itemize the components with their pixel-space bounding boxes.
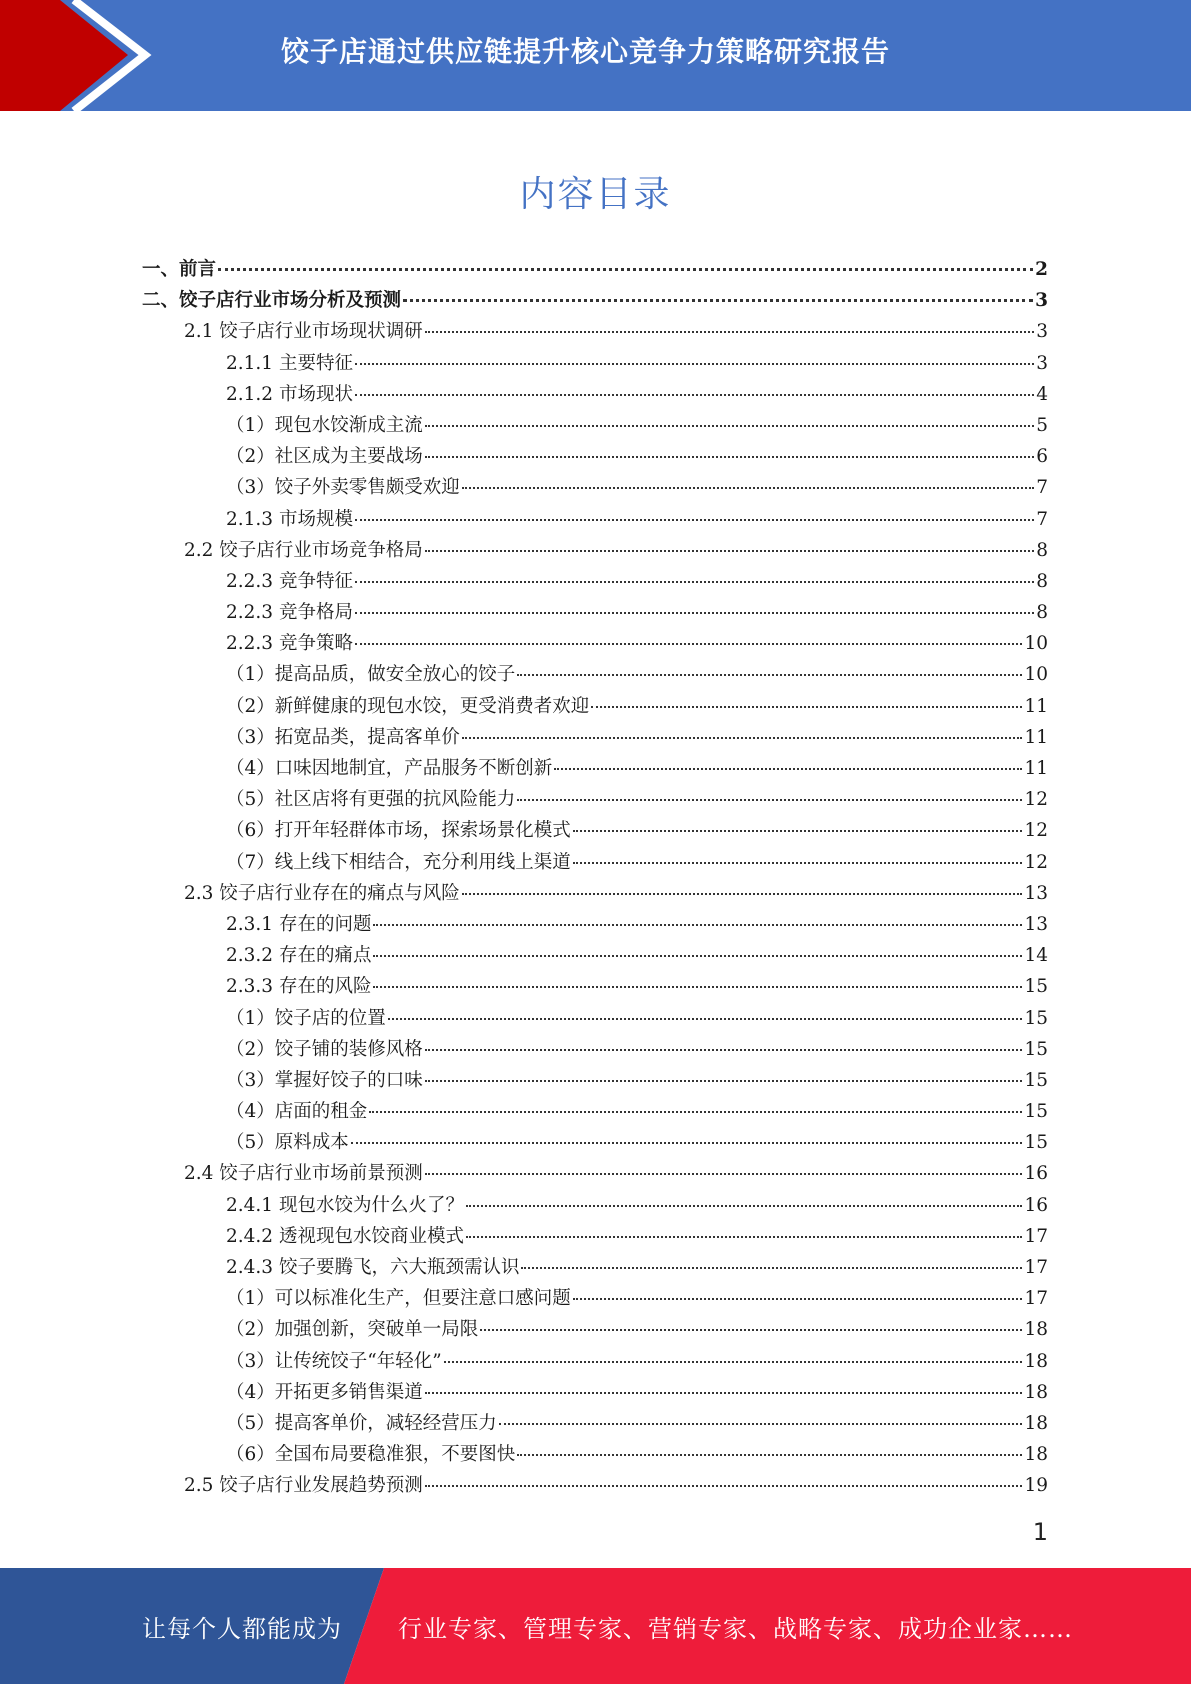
- toc-dot-leader: [444, 1360, 1023, 1363]
- toc-entry-page: 12: [1024, 851, 1048, 873]
- toc-entry[interactable]: [142, 1470, 1048, 1501]
- toc-entry[interactable]: [142, 847, 1048, 878]
- toc-dot-leader: [388, 1017, 1023, 1020]
- footer-slogan-right: 行业专家、管理专家、营销专家、战略专家、成功企业家……: [398, 1614, 1073, 1643]
- page-header: [0, 0, 1191, 111]
- toc-dot-leader: [355, 393, 1034, 396]
- toc-dot-leader: [369, 1110, 1022, 1113]
- footer-slogan-left: 让每个人都能成为: [142, 1614, 342, 1643]
- toc-heading: 内容目录: [519, 174, 672, 215]
- toc-entry-page: 3: [1036, 321, 1048, 343]
- toc-entry-page: 17: [1024, 1257, 1048, 1278]
- toc-entry-page: 7: [1036, 508, 1048, 530]
- toc-dot-leader: [425, 1079, 1023, 1082]
- toc-entry-label: （3）掌握好饺子的口味: [226, 1069, 423, 1091]
- toc-entry[interactable]: [142, 1003, 1048, 1034]
- toc-entry-label: （6）全国布局要稳准狠，不要图快: [226, 1444, 516, 1466]
- toc-dot-leader: [462, 486, 1034, 489]
- toc-entry-label: 2.4.2 透视现包水饺商业模式: [226, 1225, 464, 1247]
- toc-dot-leader: [355, 611, 1034, 614]
- toc-dot-leader: [462, 892, 1023, 895]
- toc-entry-label: 2.3.1 存在的问题: [226, 913, 372, 935]
- toc-entry-page: 18: [1024, 1319, 1048, 1341]
- toc-entry[interactable]: [142, 1190, 1048, 1221]
- toc-entry-label: 2.2.3 竞争策略: [226, 633, 353, 655]
- toc-entry-label: 2.2.3 竞争格局: [226, 602, 353, 624]
- toc-dot-leader: [218, 267, 1033, 271]
- toc-entry-page: 18: [1024, 1412, 1048, 1434]
- toc-entry[interactable]: [142, 441, 1048, 472]
- toc-entry[interactable]: [142, 597, 1048, 628]
- toc-entry[interactable]: [142, 1034, 1048, 1065]
- toc-entry-label: （1）饺子店的位置: [226, 1007, 386, 1029]
- toc-dot-leader: [466, 1204, 1022, 1207]
- toc-entry-page: 8: [1036, 602, 1048, 624]
- toc-entry-label: 2.3 饺子店行业存在的痛点与风险: [184, 882, 460, 904]
- toc-entry-page: 6: [1036, 446, 1048, 468]
- toc-entry[interactable]: [142, 254, 1048, 285]
- toc-dot-leader: [403, 298, 1033, 302]
- toc-entry[interactable]: [142, 379, 1048, 410]
- toc-entry[interactable]: [142, 1439, 1048, 1470]
- toc-entry[interactable]: [142, 1408, 1048, 1439]
- header-arrow-graphic: [0, 0, 160, 111]
- toc-entry-label: （5）提高客单价，减轻经营压力: [226, 1412, 497, 1434]
- toc-entry-page: 2: [1035, 259, 1048, 280]
- toc-entry[interactable]: [142, 1127, 1048, 1158]
- toc-dot-leader: [355, 362, 1034, 365]
- toc-entry-page: 12: [1024, 789, 1048, 811]
- toc-entry-page: 3: [1035, 290, 1048, 312]
- toc-entry-label: （2）社区成为主要战场: [226, 446, 423, 468]
- toc-entry[interactable]: [142, 971, 1048, 1002]
- toc-entry[interactable]: [142, 784, 1048, 815]
- toc-entry-label: 2.1.3 市场规模: [226, 508, 353, 530]
- toc-entry-label: 2.2 饺子店行业市场竞争格局: [184, 539, 423, 561]
- toc-dot-leader: [355, 580, 1034, 583]
- toc-entry-label: （4）口味因地制宜，产品服务不断创新: [226, 758, 553, 779]
- toc-entry-label: （3）拓宽品类，提高客单价: [226, 726, 460, 748]
- page-number: 1: [1032, 1518, 1048, 1546]
- toc-dot-leader: [425, 1172, 1023, 1175]
- toc-entry[interactable]: [142, 909, 1048, 940]
- toc-dot-leader: [351, 1141, 1023, 1144]
- toc-entry[interactable]: [142, 1252, 1048, 1283]
- toc-entry[interactable]: [142, 691, 1048, 722]
- toc-entry-label: （1）现包水饺渐成主流: [226, 414, 423, 436]
- toc-entry-label: （2）加强创新，突破单一局限: [226, 1319, 479, 1341]
- toc-entry-page: 3: [1036, 352, 1048, 374]
- toc-entry[interactable]: [142, 1377, 1048, 1408]
- toc-entry[interactable]: [142, 285, 1048, 316]
- toc-entry-label: （5）原料成本: [226, 1132, 349, 1154]
- toc-entry[interactable]: [142, 753, 1048, 784]
- report-title: 饺子店通过供应链提升核心竞争力策略研究报告: [280, 35, 890, 68]
- toc-dot-leader: [517, 798, 1022, 801]
- toc-dot-leader: [425, 455, 1034, 458]
- toc-entry-page: 15: [1024, 976, 1048, 998]
- toc-dot-leader: [425, 330, 1034, 333]
- toc-entry-label: （2）新鲜健康的现包水饺，更受消费者欢迎: [226, 695, 590, 717]
- toc-dot-leader: [573, 861, 1023, 864]
- toc-entry[interactable]: [142, 1065, 1048, 1096]
- toc-dot-leader: [373, 985, 1022, 988]
- toc-dot-leader: [373, 954, 1022, 957]
- toc-entry-label: （1）可以标准化生产，但要注意口感问题: [226, 1288, 571, 1310]
- toc-entry-page: 18: [1024, 1381, 1048, 1403]
- toc-entry-label: （4）开拓更多销售渠道: [226, 1381, 423, 1403]
- toc-entry[interactable]: [142, 410, 1048, 441]
- toc-dot-leader: [521, 1266, 1022, 1269]
- toc-dot-leader: [373, 923, 1022, 926]
- toc-dot-leader: [425, 1484, 1023, 1487]
- toc-entry-page: 13: [1024, 882, 1048, 904]
- toc-dot-leader: [425, 549, 1034, 552]
- toc-entry[interactable]: [142, 535, 1048, 566]
- toc-entry[interactable]: [142, 1314, 1048, 1345]
- toc-entry-page: 11: [1024, 726, 1048, 748]
- toc-dot-leader: [517, 673, 1022, 676]
- toc-entry-page: 15: [1024, 1069, 1048, 1091]
- toc-entry-page: 14: [1024, 945, 1048, 967]
- toc-entry-label: 2.3.3 存在的风险: [226, 976, 372, 998]
- toc-dot-leader: [355, 518, 1034, 521]
- toc-dot-leader: [480, 1328, 1022, 1331]
- toc-entry[interactable]: [142, 1096, 1048, 1127]
- toc-entry-label: 一、前言: [142, 259, 217, 280]
- toc-entry[interactable]: [142, 472, 1048, 503]
- toc-dot-leader: [425, 1391, 1023, 1394]
- table-of-contents: [142, 254, 1048, 1502]
- toc-dot-leader: [466, 1235, 1022, 1238]
- toc-entry-page: 11: [1024, 695, 1048, 717]
- toc-entry[interactable]: [142, 1283, 1048, 1314]
- toc-entry[interactable]: [142, 815, 1048, 846]
- toc-entry-page: 15: [1024, 1038, 1048, 1060]
- toc-entry-page: 8: [1036, 539, 1048, 561]
- toc-entry[interactable]: [142, 1158, 1048, 1189]
- toc-dot-leader: [573, 829, 1023, 832]
- toc-entry[interactable]: [142, 628, 1048, 659]
- toc-entry-label: （5）社区店将有更强的抗风险能力: [226, 789, 516, 811]
- toc-entry-page: 4: [1036, 383, 1048, 405]
- toc-entry-page: 16: [1024, 1194, 1048, 1216]
- toc-entry-page: 8: [1036, 570, 1048, 592]
- toc-dot-leader: [554, 767, 1022, 770]
- toc-entry[interactable]: [142, 566, 1048, 597]
- toc-entry-page: 10: [1024, 633, 1048, 655]
- toc-dot-leader: [499, 1422, 1023, 1425]
- toc-entry[interactable]: [142, 722, 1048, 753]
- toc-entry-label: （3）饺子外卖零售颇受欢迎: [226, 477, 460, 499]
- toc-entry-page: 15: [1024, 1101, 1048, 1123]
- toc-entry-page: 18: [1024, 1444, 1048, 1466]
- toc-entry-label: （7）线上线下相结合，充分利用线上渠道: [226, 851, 571, 873]
- toc-entry-page: 15: [1024, 1132, 1048, 1154]
- toc-entry[interactable]: [142, 316, 1048, 347]
- toc-entry-label: 2.1 饺子店行业市场现状调研: [184, 321, 423, 343]
- page-footer: [0, 1568, 1191, 1684]
- toc-dot-leader: [517, 1453, 1022, 1456]
- toc-entry-label: （3）让传统饺子“年轻化”: [226, 1350, 442, 1372]
- toc-dot-leader: [425, 1048, 1023, 1051]
- toc-entry-page: 17: [1024, 1288, 1048, 1310]
- toc-entry-page: 16: [1024, 1163, 1048, 1185]
- toc-dot-leader: [591, 705, 1022, 708]
- toc-entry-page: 19: [1024, 1475, 1048, 1497]
- toc-entry-label: （1）提高品质，做安全放心的饺子: [226, 664, 516, 686]
- toc-entry-page: 17: [1024, 1225, 1048, 1247]
- toc-entry-label: 2.3.2 存在的痛点: [226, 945, 372, 967]
- header-red-chevron: [0, 0, 128, 111]
- toc-entry[interactable]: [142, 659, 1048, 690]
- toc-entry-page: 11: [1024, 758, 1048, 779]
- toc-entry-label: 2.5 饺子店行业发展趋势预测: [184, 1475, 423, 1497]
- toc-entry[interactable]: [142, 940, 1048, 971]
- toc-entry-label: 二、饺子店行业市场分析及预测: [142, 290, 402, 312]
- toc-entry-label: 2.4 饺子店行业市场前景预测: [184, 1163, 423, 1185]
- toc-entry-page: 18: [1024, 1350, 1048, 1372]
- toc-dot-leader: [573, 1297, 1023, 1300]
- toc-dot-leader: [355, 642, 1023, 645]
- toc-entry-page: 12: [1024, 820, 1048, 842]
- toc-entry-label: 2.1.2 市场现状: [226, 383, 353, 405]
- toc-entry[interactable]: [142, 878, 1048, 909]
- toc-entry-label: （4）店面的租金: [226, 1101, 368, 1123]
- toc-entry-label: （6）打开年轻群体市场，探索场景化模式: [226, 820, 571, 842]
- toc-entry-label: 2.2.3 竞争特征: [226, 570, 353, 592]
- toc-entry-label: 2.4.3 饺子要腾飞，六大瓶颈需认识: [226, 1257, 520, 1278]
- toc-entry[interactable]: [142, 1346, 1048, 1377]
- toc-entry-label: 2.4.1 现包水饺为什么火了？: [226, 1194, 464, 1216]
- toc-dot-leader: [425, 424, 1034, 427]
- toc-entry[interactable]: [142, 504, 1048, 535]
- toc-entry[interactable]: [142, 1221, 1048, 1252]
- toc-entry-page: 10: [1024, 664, 1048, 686]
- toc-entry-page: 13: [1024, 913, 1048, 935]
- toc-entry-page: 7: [1036, 477, 1048, 499]
- toc-entry[interactable]: [142, 348, 1048, 379]
- toc-dot-leader: [462, 736, 1023, 739]
- toc-entry-page: 5: [1036, 414, 1048, 436]
- toc-entry-label: （2）饺子铺的装修风格: [226, 1038, 423, 1060]
- toc-entry-label: 2.1.1 主要特征: [226, 352, 353, 374]
- toc-entry-page: 15: [1024, 1007, 1048, 1029]
